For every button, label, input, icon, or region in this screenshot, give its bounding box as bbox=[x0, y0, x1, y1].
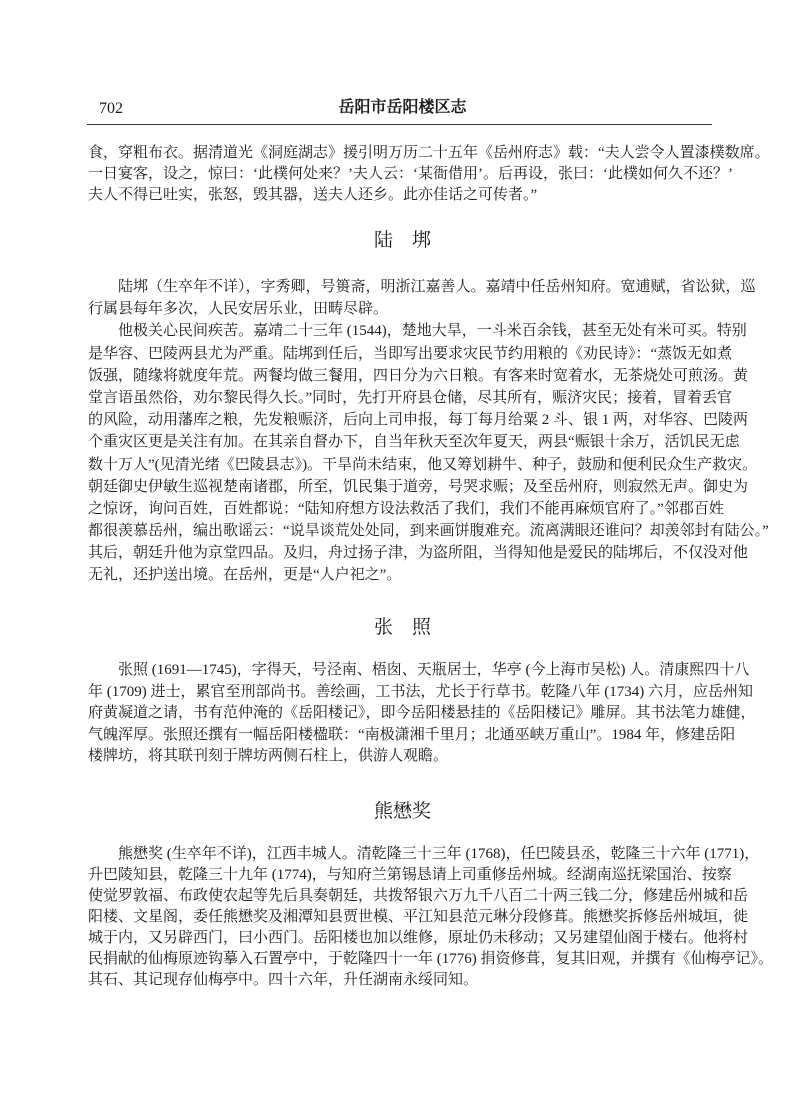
text-line: 其石、其记现存仙梅亭中。四十六年，升任湖南永绥同知。 bbox=[88, 972, 479, 989]
text-line: 行属县每年多次，人民安居乐业，田畴尽辟。 bbox=[88, 301, 389, 318]
running-title: 岳阳市岳阳楼区志 bbox=[338, 99, 467, 116]
text-line: 熊懋奖 (生卒年不详)，江西丰城人。清乾隆三十三年 (1768)，任巴陵县丞，乾隆三十六年 (1771)， bbox=[118, 845, 760, 862]
text-line: 一日宴客，设之，惊曰：‘此樸何处来？’夫人云：‘某衙借用’。后再设，张曰：‘此樸如何久不还？’ bbox=[88, 165, 733, 182]
text-line: 的风险，动用藩库之粮，先发粮赈济，后向上司申报，每丁每月给粟 2 斗、银 1 两，对华容、巴陵两 bbox=[88, 412, 749, 429]
text-line: 无礼，还护送出境。在岳州，更是“人户祀之”。 bbox=[88, 567, 402, 584]
intro-paragraph bbox=[88, 143, 770, 206]
text-line: 堂言语虽然俗，劝尔黎民得久长。”同时，先打开府县仓储，尽其所有，赈济灾民；接着，冒着丢官 bbox=[88, 389, 733, 406]
text-line: 其后，朝廷升他为京堂四品。及归，舟过扬子津，为盗所阻，当得知他是爱民的陆垹后，不仅没对他 bbox=[88, 545, 749, 562]
text-line: 阳楼、文星阁，委任熊懋奖及湘潭知县贾世模、平江知县范元琳分段修葺。熊懋奖拆修岳州城垣，徙 bbox=[88, 908, 749, 925]
text-line: 民捐献的仙梅原迹钩摹入石置亭中，于乾隆四十一年 (1776) 捐资修葺，复其旧观，并撰有《仙梅亭记》。 bbox=[88, 950, 773, 967]
text-line: 年 (1709) 进士，累官至刑部尚书。善绘画，工书法，尤长于行草书。乾隆八年 (1734) 六月，应岳州知 bbox=[88, 683, 753, 700]
text-line: 楼牌坊，将其联刊刻于牌坊两侧石柱上，供游人观瞻。 bbox=[88, 748, 449, 764]
text-line: 个重灾区更是关注有加。在其亲自督办下，自当年秋天至次年夏天，两县“赈银十余万，活饥民无虑 bbox=[88, 434, 740, 451]
text-line: 府黄凝道之请，书有范仲淹的《岳阳楼记》，即今岳阳楼悬挂的《岳阳楼记》雕屏。其书法笔力雄健， bbox=[88, 705, 756, 721]
section-heading: 熊懋奖 bbox=[373, 801, 431, 822]
section-body bbox=[88, 844, 773, 992]
text-line: 升巴陵知县，乾隆三十九年 (1774)，与知府兰第锡恳请上司重修岳州城。经湖南巡抚梁国治、按察 bbox=[88, 866, 732, 883]
page-number: 702 bbox=[99, 100, 123, 117]
text-line: 饭强，随缘将就度年荒。两餐均做三餐用，四日分为六日粮。有客来时宽着水，无茶烧处可煎汤。黄 bbox=[88, 367, 749, 384]
text-line: 都很羡慕岳州，编出歌谣云：“说旱谈荒处处同，到来画饼腹难充。流离满眼还谁问？却羡邻封有陆公。” bbox=[88, 523, 769, 540]
text-line: 数十万人”(见清光绪《巴陵县志》)。干旱尚未结束，他又筹划耕牛、种子，鼓励和便利民众生产救灾。 bbox=[88, 456, 758, 473]
text-line: 气魄浑厚。张照还撰有一幅岳阳楼楹联：“南极潇湘千里月；北通巫峡万重山”。1984 年，修建岳阳 bbox=[88, 726, 736, 743]
text-line: 食，穿粗布衣。据清道光《洞庭湖志》援引明万历二十五年《岳州府志》载：“夫人尝令人置漆樸数席。 bbox=[88, 144, 770, 161]
text-line: 城于内，又另辟西门，曰小西门。岳阳楼也加以维修，原址仍未移动；又另建望仙阁于楼右。他将村 bbox=[88, 929, 749, 946]
header-rule bbox=[87, 124, 712, 125]
section-body bbox=[88, 660, 756, 768]
text-line: 陆垹（生卒年不详），字秀卿，号篑斋，明浙江嘉善人。嘉靖中任岳州知府。宽逋赋，省讼狱，巡 bbox=[118, 279, 756, 295]
text-line: 夫人不得已吐实，张怒，毁其器，送夫人还乡。此亦佳话之可传者。” bbox=[88, 186, 538, 203]
text-line: 使觉罗敦福、布政使农起等先后具奏朝廷，共拨帑银六万九千八百二十两三钱二分，修建岳州城和岳 bbox=[88, 887, 749, 904]
text-line: 朝廷御史伊敏生巡视楚南诸郡，所至，饥民集于道旁，号哭求赈；及至岳州府，则寂然无声。御史为 bbox=[88, 478, 749, 495]
section-body bbox=[88, 276, 769, 587]
text-line: 张照 (1691—1745)，字得天，号泾南、梧囱、天瓶居士，华亭 (今上海市吴松) 人。清康熙四十八 bbox=[118, 662, 750, 678]
text-line: 他极关心民间疾苦。嘉靖二十三年 (1544)，楚地大旱，一斗米百余钱，甚至无处有米可买。特别 bbox=[118, 323, 747, 340]
text-line: 是华容、巴陵两县尤为严重。陆垹到任后，当即写出要求灾民节约用粮的《劝民诗》：“蒸饭无如煮 bbox=[88, 345, 733, 362]
text-line: 之惊讶，询问百姓，百姓都说：“陆知府想方设法救活了我们，我们不能再麻烦官府了。”邻郡百姓 bbox=[88, 500, 724, 517]
section-heading: 陆 垹 bbox=[373, 230, 431, 251]
section-heading: 张 照 bbox=[373, 617, 431, 638]
